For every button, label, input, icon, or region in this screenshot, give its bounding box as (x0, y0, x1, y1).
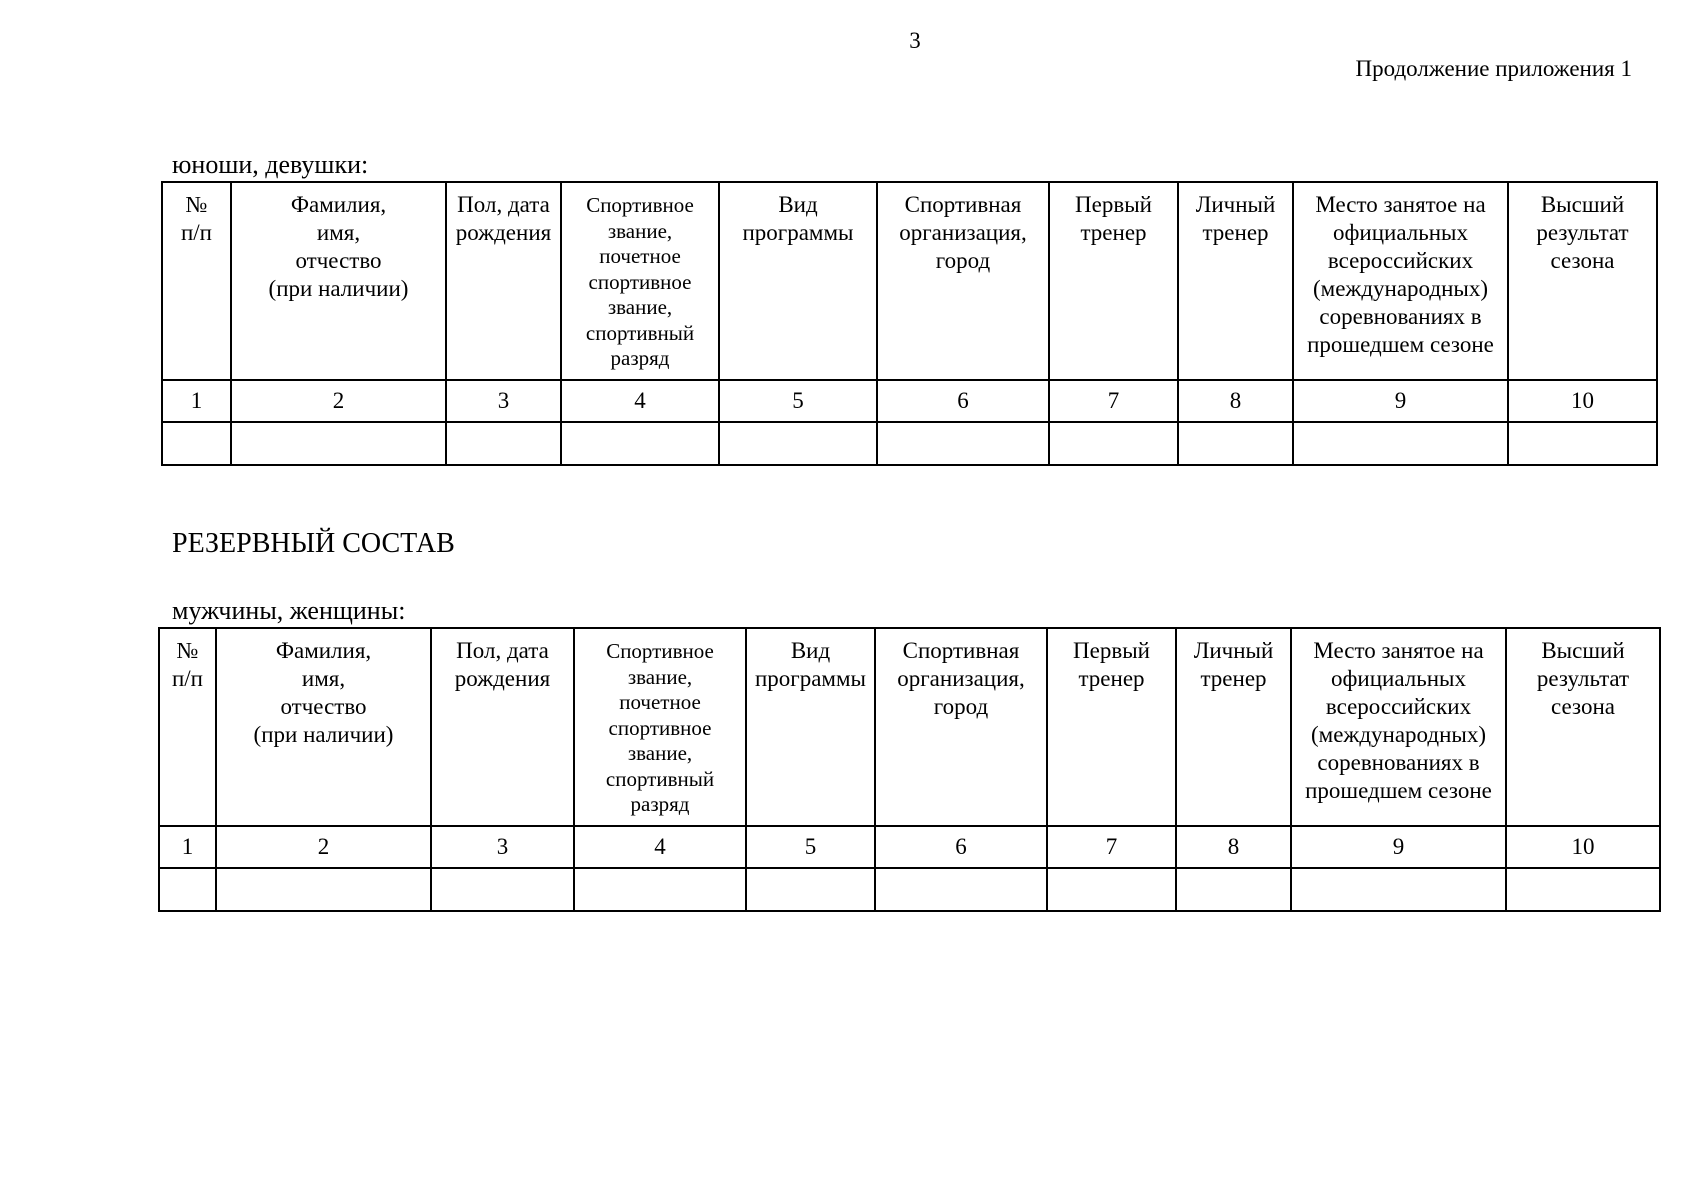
header-cell-rank (574, 628, 746, 826)
table-header-row (159, 628, 1660, 826)
column-number: 4 (561, 380, 719, 422)
header-label: Спортивное звание, почетное спортивное звание, спортивный разряд (585, 193, 695, 370)
header-cell-sex-dob (446, 182, 561, 380)
blank-cell (1176, 868, 1291, 911)
column-number: 8 (1176, 826, 1291, 868)
header-label: Личный тренер (1195, 192, 1276, 245)
header-cell-best-result (1506, 628, 1660, 826)
header-cell-program (719, 182, 877, 380)
header-label: Спортивная организация, город (899, 192, 1027, 273)
column-number: 10 (1508, 380, 1657, 422)
section-title-reserve: РЕЗЕРВНЫЙ СОСТАВ (172, 528, 455, 559)
blank-cell (1293, 422, 1508, 465)
header-cell-name (231, 182, 446, 380)
column-number: 1 (162, 380, 231, 422)
blank-cell (1291, 868, 1506, 911)
blank-cell (1049, 422, 1178, 465)
column-number: 8 (1178, 380, 1293, 422)
header-cell-personal-coach (1178, 182, 1293, 380)
table-row (162, 422, 1657, 465)
header-cell-organization (877, 182, 1049, 380)
blank-cell (1506, 868, 1660, 911)
section-label-adults: мужчины, женщины: (172, 596, 406, 625)
header-cell-personal-coach (1176, 628, 1291, 826)
blank-cell (231, 422, 446, 465)
column-number: 10 (1506, 826, 1660, 868)
header-label: Высший результат сезона (1536, 638, 1630, 719)
column-number: 9 (1291, 826, 1506, 868)
header-label: Вид программы (754, 638, 866, 691)
adults-table (158, 627, 1661, 912)
blank-cell (574, 868, 746, 911)
blank-cell (1047, 868, 1176, 911)
header-label: Личный тренер (1193, 638, 1274, 691)
header-cell-first-coach (1049, 182, 1178, 380)
blank-cell (1508, 422, 1657, 465)
header-cell-place (1291, 628, 1506, 826)
blank-cell (216, 868, 431, 911)
column-number: 3 (431, 826, 574, 868)
column-number: 6 (877, 380, 1049, 422)
column-number-row (162, 380, 1657, 422)
header-cell-rank (561, 182, 719, 380)
header-cell-sex-dob (431, 628, 574, 826)
section-label-juniors: юноши, девушки: (172, 150, 369, 179)
column-number: 9 (1293, 380, 1508, 422)
column-number: 5 (746, 826, 875, 868)
column-number: 7 (1049, 380, 1178, 422)
column-number: 1 (159, 826, 216, 868)
header-cell-best-result (1508, 182, 1657, 380)
blank-cell (877, 422, 1049, 465)
header-label: Спортивное звание, почетное спортивное звание, спортивный разряд (605, 639, 715, 816)
column-number: 4 (574, 826, 746, 868)
header-label: Фамилия, имя, отчество (при наличии) (253, 638, 394, 747)
table-header-row (162, 182, 1657, 380)
header-cell-index (162, 182, 231, 380)
header-cell-program (746, 628, 875, 826)
header-label: Пол, дата рождения (454, 638, 551, 691)
header-label: Первый тренер (1075, 192, 1152, 245)
blank-cell (159, 868, 216, 911)
juniors-table (161, 181, 1658, 466)
header-label: № п/п (171, 638, 203, 691)
header-label: Пол, дата рождения (455, 192, 552, 245)
column-number: 6 (875, 826, 1047, 868)
continuation-note: Продолжение приложения 1 (1355, 56, 1632, 81)
header-label: Место занятое на официальных всероссийских (международных) соревнованиях в прошедшем сезоне (1305, 638, 1492, 803)
column-number: 5 (719, 380, 877, 422)
blank-cell (875, 868, 1047, 911)
header-label: Первый тренер (1073, 638, 1150, 691)
header-label: № п/п (180, 192, 212, 245)
blank-cell (431, 868, 574, 911)
blank-cell (746, 868, 875, 911)
table-row (159, 868, 1660, 911)
header-cell-place (1293, 182, 1508, 380)
header-label: Высший результат сезона (1536, 192, 1629, 273)
header-label: Фамилия, имя, отчество (при наличии) (268, 192, 409, 301)
header-cell-index (159, 628, 216, 826)
header-cell-first-coach (1047, 628, 1176, 826)
header-cell-organization (875, 628, 1047, 826)
blank-cell (162, 422, 231, 465)
column-number: 3 (446, 380, 561, 422)
blank-cell (446, 422, 561, 465)
column-number: 7 (1047, 826, 1176, 868)
column-number-row (159, 826, 1660, 868)
blank-cell (719, 422, 877, 465)
blank-cell (1178, 422, 1293, 465)
column-number: 2 (216, 826, 431, 868)
page-number: 3 (909, 28, 921, 53)
column-number: 2 (231, 380, 446, 422)
header-cell-name (216, 628, 431, 826)
header-label: Вид программы (742, 192, 854, 245)
header-label: Место занятое на официальных всероссийских (международных) соревнованиях в прошедшем сезоне (1307, 192, 1494, 357)
blank-cell (561, 422, 719, 465)
header-label: Спортивная организация, город (897, 638, 1025, 719)
